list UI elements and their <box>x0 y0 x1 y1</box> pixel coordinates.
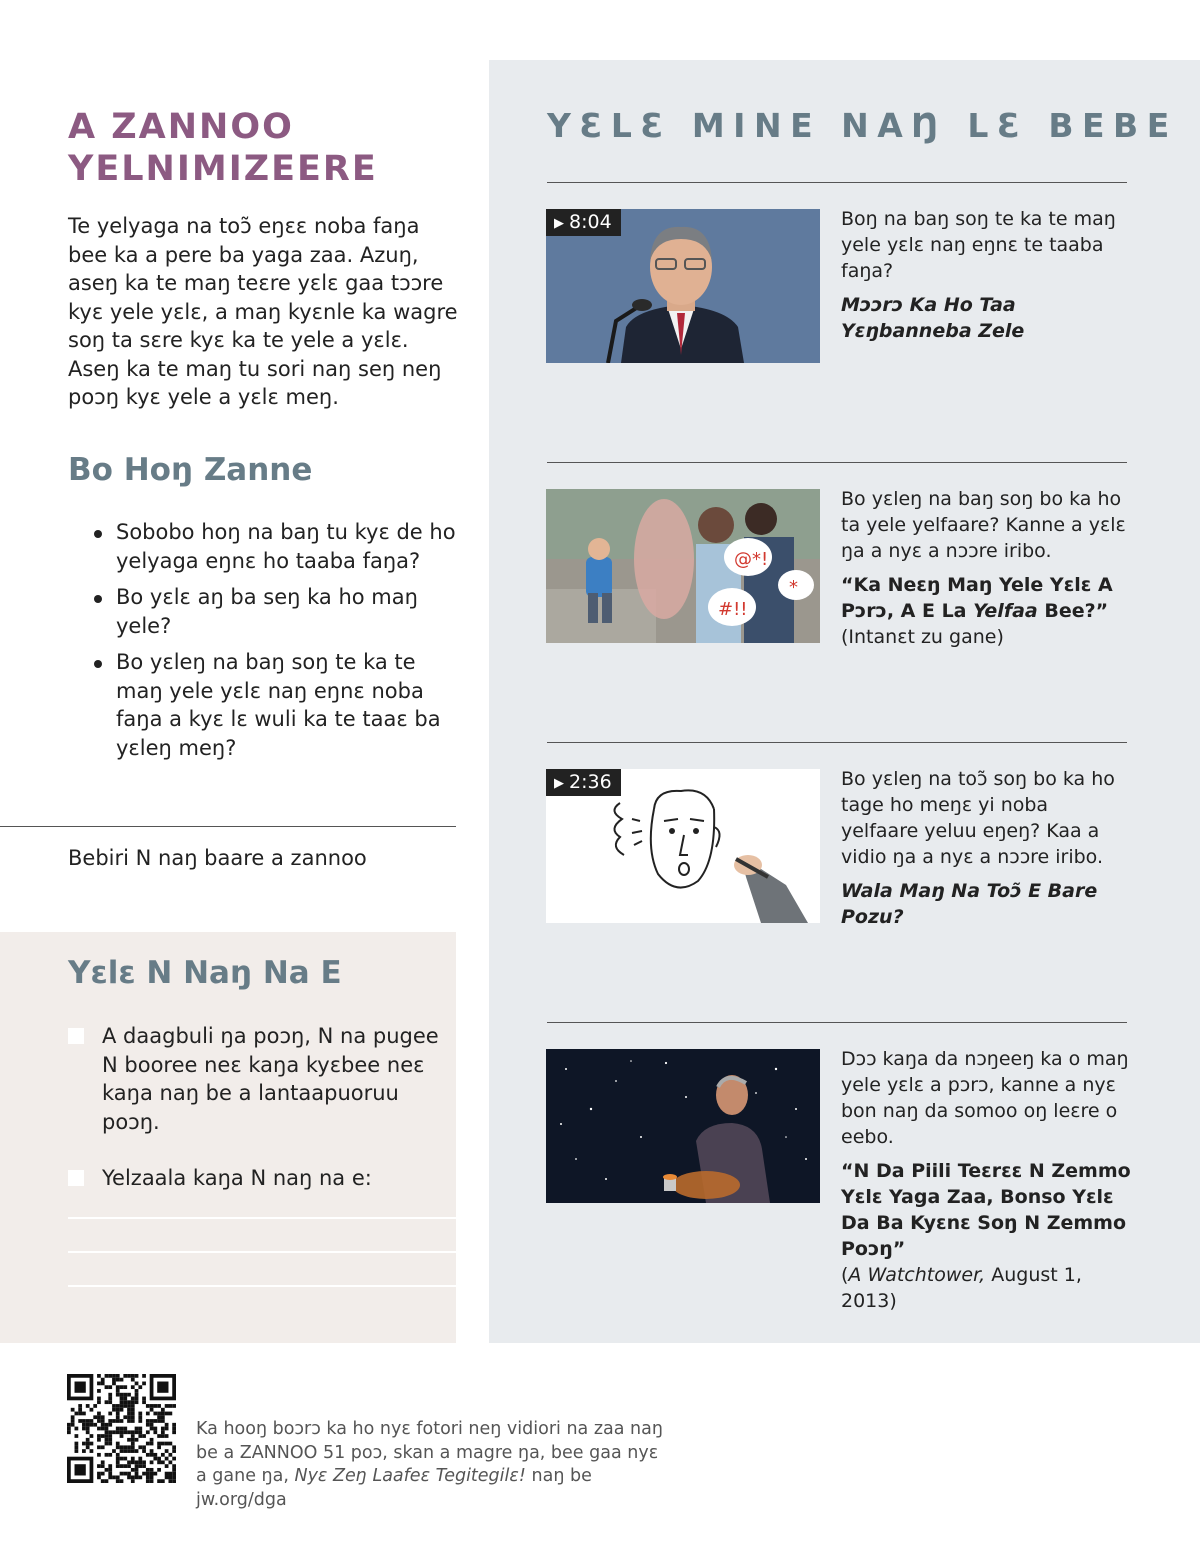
resource-1 <box>841 206 1131 344</box>
write-line[interactable] <box>68 1217 456 1219</box>
svg-text:#!!: #!! <box>718 599 748 620</box>
todo-item <box>68 1164 458 1193</box>
question-item: Bo yɛleŋ na baŋ soŋ te ka te maŋ yele yɛlɛ naŋ eŋnɛ noba faŋa a kyɛ lɛ wuli ka te taaɛ ba yɛleŋ meŋ? <box>90 648 462 762</box>
duration-badge: ▶ 2:36 <box>546 769 621 796</box>
resource-4 <box>841 1046 1131 1314</box>
discussion-questions <box>90 518 462 770</box>
divider <box>547 742 1127 743</box>
explore-heading: YƐLƐ MINE NAŊ LƐ BEBE <box>547 106 1178 145</box>
question-item: Bo yɛlɛ aŋ ba seŋ ka ho maŋ yele? <box>90 583 462 640</box>
todo-item-text: A daagbuli ŋa poɔŋ, N na pugee N booree neɛ kaŋa kyɛbee neɛ kaŋa naŋ be a lantaapuoruu poɔŋ. <box>102 1024 439 1134</box>
resource-2 <box>841 486 1131 650</box>
resource-source: (Intanɛt zu gane) <box>841 626 1004 648</box>
night-sky-image-icon <box>546 1049 820 1203</box>
footer-text: Ka hooŋ boɔrɔ ka ho nyɛ fotori neŋ vidiori na zaa naŋ be a ZANNOO 51 poɔ, skan a magre ŋa, bee gaa nyɛ a gane ŋa, Nyɛ Zeŋ Laafeɛ Tegitegilɛ! naŋ be jw.org/dga <box>196 1419 663 1510</box>
divider <box>547 1022 1127 1023</box>
qr-code-graphic <box>67 1374 176 1483</box>
qr-code-icon[interactable] <box>67 1374 176 1483</box>
lesson-intro: Te yelyaga na toɔ̃ eŋɛɛ noba faŋa bee ka a pere ba yaga zaa. Azuŋ, aseŋ ka te maŋ teɛre yɛlɛ gaa tɔɔre kyɛ yele yɛlɛ, a maŋ kyɛnle ka wagre soŋ ta sɛre kyɛ ka te yele a yɛlɛ. Aseŋ ka te maŋ tu sori naŋ seŋ neŋ poɔŋ kyɛ yele a yɛlɛ meŋ. <box>68 214 458 409</box>
photo-thumbnail[interactable] <box>546 1049 820 1203</box>
resource-text: Bo yɛleŋ na toɔ̃ soŋ bo ka ho tage ho meŋɛ yi noba yelfaare yeluu eŋeŋ? Kaa a vidio ŋa a nyɛ a nɔɔre iribo. <box>841 768 1115 868</box>
resource-3 <box>841 766 1131 930</box>
resource-title[interactable]: Wala Maŋ Na Toɔ̃ E Bare Pozu? <box>841 880 1098 928</box>
video-thumbnail[interactable] <box>546 769 820 923</box>
resource-title[interactable]: “Ka Neɛŋ Maŋ Yele Yɛlɛ A Pɔrɔ, A E La Yelfaa Bee?” <box>841 574 1113 622</box>
todo-item <box>68 1022 458 1136</box>
resource-text: Bo yɛleŋ na baŋ soŋ bo ka ho ta yele yelfaare? Kanne a yɛlɛ ŋa a nyɛ a nɔɔre iribo. <box>841 488 1126 562</box>
video-thumbnail[interactable] <box>546 209 820 363</box>
resource-title[interactable]: Mɔɔrɔ Ka Ho Taa Yɛŋbanneba Zele <box>841 294 1025 342</box>
write-line[interactable] <box>68 1251 456 1253</box>
play-icon: ▶ <box>554 776 564 791</box>
divider <box>0 826 456 827</box>
checkbox[interactable] <box>68 1170 84 1186</box>
resource-title[interactable]: “N Da Piili Teɛrɛɛ N Zemmo Yɛlɛ Yaga Zaa, Bonso Yɛlɛ Da Ba Kyɛnɛ Soŋ N Zemmo Poɔŋ” <box>841 1160 1131 1260</box>
divider <box>547 182 1127 183</box>
svg-text:*: * <box>789 577 798 598</box>
play-icon: ▶ <box>554 216 564 231</box>
todo-panel <box>0 932 456 1343</box>
question-item: Sobobo hoŋ na baŋ tu kyɛ de ho yelyaga eŋnɛ ho taaba faŋa? <box>90 518 462 575</box>
divider <box>547 462 1127 463</box>
resource-source: (A Watchtower, August 1, 2013) <box>841 1264 1082 1312</box>
duration-badge: ▶ 8:04 <box>546 209 621 236</box>
todo-item-text: Yelzaala kaŋa N naŋ na e: <box>102 1166 372 1190</box>
resource-text: Boŋ na baŋ soŋ te ka te maŋ yele yɛlɛ naŋ eŋnɛ te taaba faŋa? <box>841 208 1116 282</box>
svg-text:@*!: @*! <box>734 549 769 570</box>
write-line[interactable] <box>68 1285 456 1287</box>
photo-thumbnail[interactable] <box>546 489 820 643</box>
lesson-title: A ZANNOO YELNIMIZEERE <box>68 107 378 189</box>
checkbox[interactable] <box>68 1028 84 1044</box>
teens-image-icon <box>546 489 820 643</box>
discuss-heading: Bo Hoŋ Zanne <box>68 452 313 488</box>
resource-text: Dɔɔ kaŋa da nɔŋeeŋ ka o maŋ yele yɛlɛ a pɔrɔ, kanne a nyɛ bon naŋ da somoo oŋ leɛre o eebo. <box>841 1048 1129 1148</box>
todo-heading: Yɛlɛ N Naŋ Na E <box>68 955 342 991</box>
review-label: Bebiri N naŋ baare a zannoo <box>68 846 367 870</box>
